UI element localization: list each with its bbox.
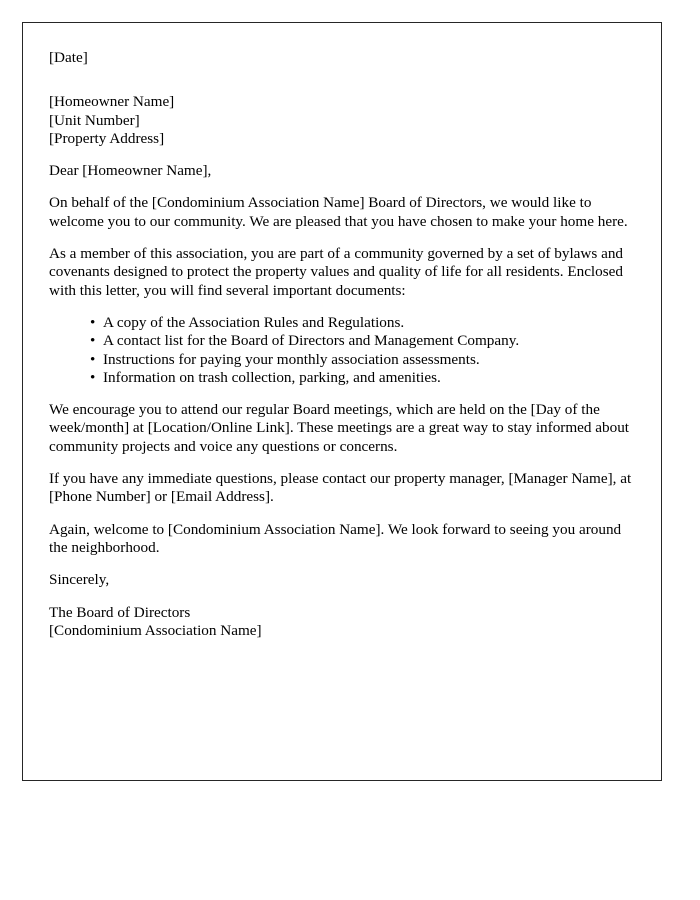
list-item: • Information on trash collection, parking, and amenities.: [90, 369, 635, 387]
date-line: [Date]: [49, 49, 88, 66]
paragraph-membership: As a member of this association, you are part of a community governed by a set of bylaws and covenants designed to protect the property values and quality of life for all residents. Enclosed with this letter, you will find several important documents:: [49, 245, 624, 299]
letter-content: [23, 23, 661, 640]
valediction: Sincerely,: [49, 571, 110, 589]
enclosed-documents-list: [49, 314, 635, 387]
signer-organization: [Condominium Association Name]: [49, 621, 262, 639]
letter-page: [22, 22, 662, 781]
paragraph-contact: If you have any immediate questions, please contact our property manager, [Manager Name], at [Phone Number] or [Email Address].: [49, 470, 632, 506]
paragraph-closing-welcome: Again, welcome to [Condominium Association Name]. We look forward to seeing you around the neighborhood.: [49, 520, 622, 556]
paragraph-intro: On behalf of the [Condominium Association Name] Board of Directors, we would like to welcome you to our community. We are pleased that you have chosen to make your home here.: [49, 194, 628, 230]
list-item: • A contact list for the Board of Directors and Management Company.: [90, 332, 635, 350]
salutation: Dear [Homeowner Name],: [49, 162, 212, 180]
recipient-address-block: [49, 93, 635, 148]
signer-title: The Board of Directors: [49, 603, 191, 621]
paragraph-meetings: We encourage you to attend our regular Board meetings, which are held on the [Day of the week/month] at [Location/Online Link]. These meetings are a great way to stay informed about community projects and voice any questions or concerns.: [49, 401, 630, 455]
signature-block: [49, 604, 635, 641]
recipient-address: [Property Address]: [49, 129, 165, 147]
recipient-name: [Homeowner Name]: [49, 93, 175, 111]
list-item: • Instructions for paying your monthly association assessments.: [90, 351, 635, 369]
date-spacer: [49, 81, 635, 93]
recipient-unit: [Unit Number]: [49, 111, 140, 129]
list-item: • A copy of the Association Rules and Regulations.: [90, 314, 635, 332]
